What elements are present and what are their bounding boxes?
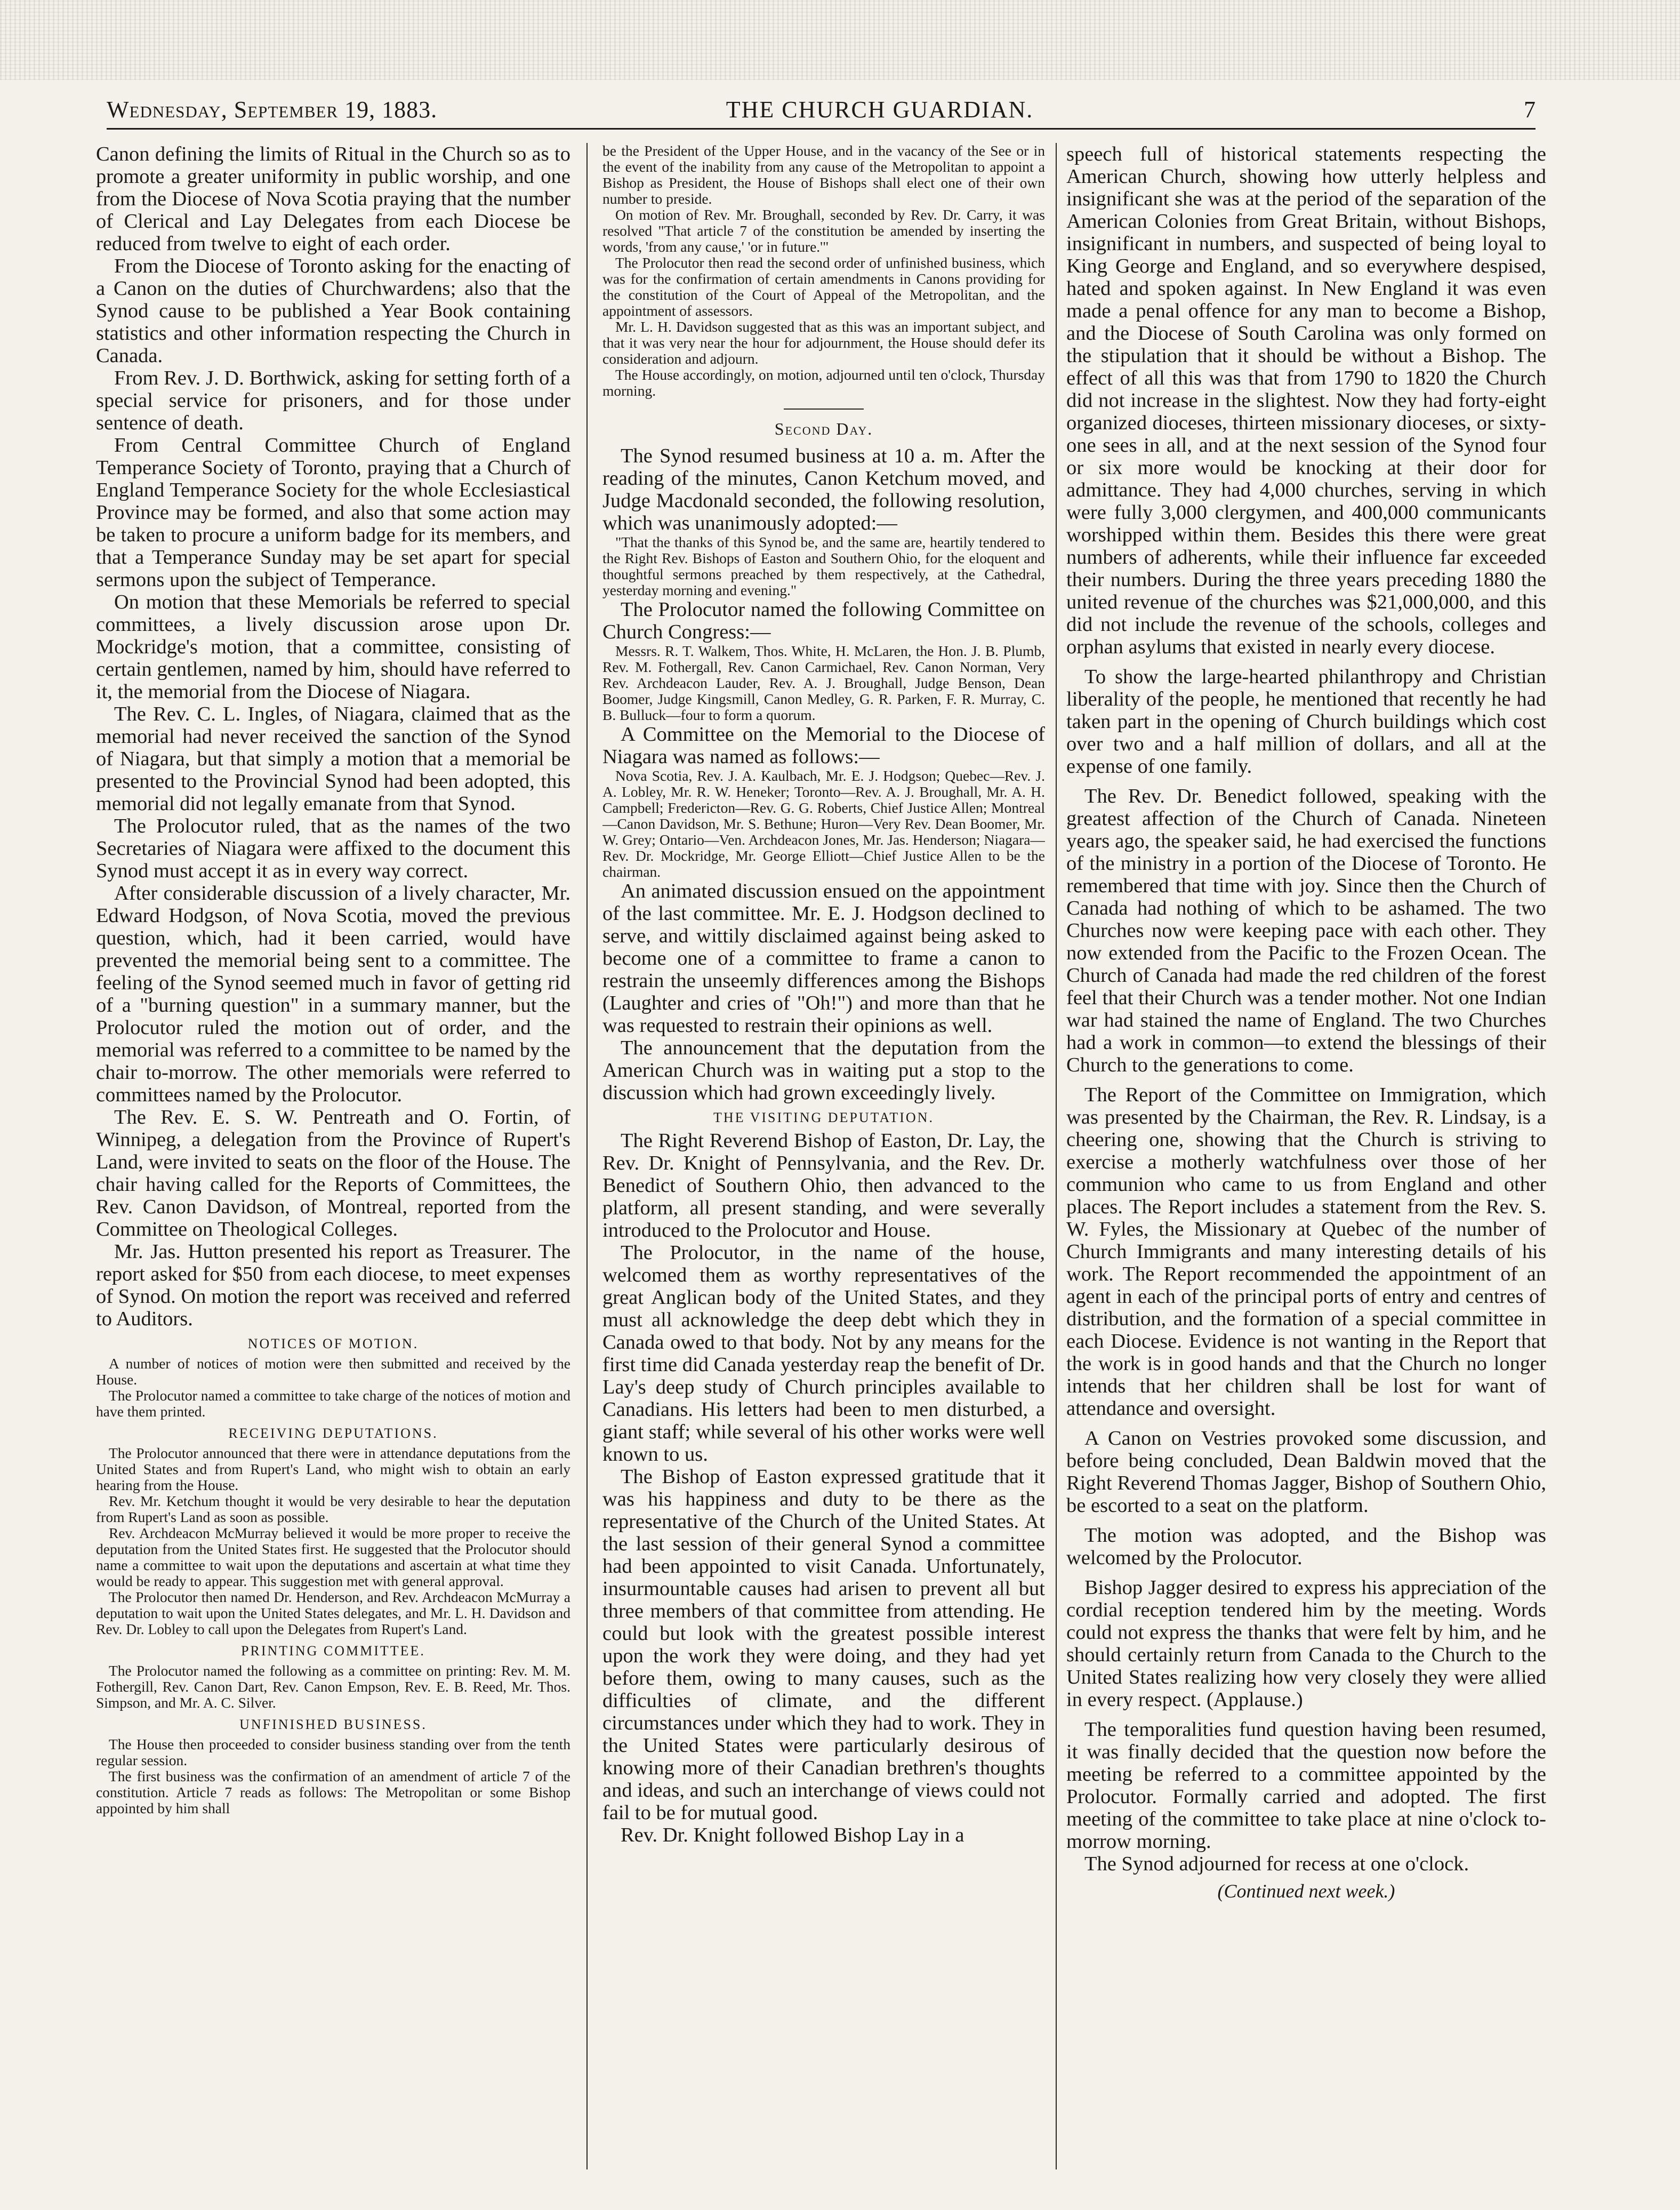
- paragraph: The Prolocutor ruled, that as the names of the two Secretaries of Niagara were affixed to the document this Synod must accept it as in every way correct.: [96, 815, 570, 882]
- issue-date: Wednesday, September 19, 1883.: [107, 97, 438, 123]
- paragraph: The Rev. Dr. Benedict followed, speaking with the greatest affection of the Church of Canada. Nineteen years ago, the speaker said, he had exercised the functions of the ministry in a portion of the Diocese of Toronto. He remembered that time with joy. Since then the Church of Canada had nothing of which to be ashamed. The two Churches now were keeping pace with each other. They now extended from the Pacific to the Frozen Ocean. The Church of Canada had made the red children of the forest feel that their Church was a tender mother. Not one Indian war had stained the name of England. The two Churches had a work in common—to extend the blessings of their Church to the generations to come.: [1066, 785, 1546, 1076]
- scan-noise-band: [0, 0, 1680, 80]
- paragraph: The Bishop of Easton expressed gratitude that it was his happiness and duty to be there as the representative of the Church of the United States. At the last session of their general Synod a committee had been appointed to visit Canada. Unfortunately, insurmountable causes had arisen to prevent all but three members of that committee from attending. He could but look with the greatest possible interest upon the work they were doing, and they had yet before them, owing to many causes, such as the difficulties of climate, and the different circumstances under which they had to work. They in the United States were particularly desirous of knowing more of their Canadian brethren's thoughts and ideas, and such an interchange of views could not fail to be for mutual good.: [602, 1466, 1045, 1824]
- paragraph: The motion was adopted, and the Bishop was welcomed by the Prolocutor.: [1066, 1524, 1546, 1569]
- minor-paragraph: Mr. L. H. Davidson suggested that as this was an important subject, and that it was very near the hour for adjournment, the House should defer its consideration and adjourn.: [602, 318, 1045, 367]
- page-header: [107, 94, 1536, 130]
- paragraph: The Synod adjourned for recess at one o'clock.: [1084, 1853, 1469, 1875]
- page-number: 7: [1524, 97, 1536, 123]
- minor-paragraph: The Prolocutor announced that there were in attendance deputations from the United States and from Rupert's Land, who might wish to obtain an early hearing from the House.: [96, 1445, 570, 1493]
- paragraph: The Synod resumed business at 10 a. m. After the reading of the minutes, Canon Ketchum moved, and Judge Macdonald seconded, the following resolution, which was unanimously adopted:—: [602, 445, 1045, 534]
- paragraph: Mr. Jas. Hutton presented his report as Treasurer. The report asked for $50 from each diocese, to meet expenses of Synod. On motion the report was received and referred to Auditors.: [96, 1240, 570, 1330]
- paragraph: speech full of historical statements respecting the American Church, showing how utterly helpless and insignificant she was at the period of the separation of the American Colonies from Great Britain, without Bishops, insignificant in numbers, and suspected of being loyal to King George and England, and so everywhere despised, hated and spoken against. In New England it was even made a penal offence for any man to become a Bishop, and the Diocese of South Carolina was only formed on the stipulation that it should be without a Bishop. The effect of all this was that from 1790 to 1820 the Church did not increase in the slightest. Now they had forty-eight organized dioceses, thirteen missionary dioceses, or sixty-one sees in all, and at the next session of the Synod four or six more would be knocking at their door for admittance. They had 4,000 churches, serving in which were fully 3,000 clergymen, and 400,000 communicants worshipped within them. Besides this there were great numbers of adherents, while their influence far exceeded their numbers. During the three years preceding 1880 the united revenue of the churches was $21,000,000, and this did not include the revenue of the schools, colleges and orphan asylums that existed in nearly every diocese.: [1066, 143, 1546, 658]
- section-heading: RECEIVING DEPUTATIONS.: [228, 1426, 438, 1441]
- newspaper-title: THE CHURCH GUARDIAN.: [726, 97, 1034, 123]
- paragraph: The Rev. E. S. W. Pentreath and O. Fortin, of Winnipeg, a delegation from the Province of Rupert's Land, were invited to seats on the floor of the House. The chair having called for the Reports of Committees, the Rev. Canon Davidson, of Montreal, reported from the Committee on Theological Colleges.: [96, 1106, 570, 1240]
- paragraph: Rev. Dr. Knight followed Bishop Lay in a: [621, 1824, 964, 1846]
- paragraph: The Rev. C. L. Ingles, of Niagara, claimed that as the memorial had never received the sanction of the Synod of Niagara, but that simply a motion that a memorial be presented to the Provincial Synod had been adopted, this memorial did not legally emanate from that Synod.: [96, 703, 570, 815]
- continued-notice: (Continued next week.): [1217, 1880, 1395, 1902]
- paragraph: After considerable discussion of a lively character, Mr. Edward Hodgson, of Nova Scotia, moved the previous question, which, had it been carried, would have prevented the memorial being sent to a committee. The feeling of the Synod seemed much in favor of getting rid of a "burning question" in a summary manner, but the Prolocutor ruled the motion out of order, and the memorial was referred to a committee to be named by the chair to-morrow. The other memorials were referred to committees named by the Prolocutor.: [96, 882, 570, 1106]
- section-divider: [784, 409, 864, 410]
- minor-paragraph: The first business was the confirmation of an amendment of article 7 of the constitution. Article 7 reads as follows: The Metropolitan or some Bishop appointed by him shall: [96, 1768, 570, 1816]
- minor-paragraph: On motion of Rev. Mr. Broughall, seconded by Rev. Dr. Carry, it was resolved "That article 7 of the constitution be amended by inserting the words, 'from any cause,' 'or in future.'": [602, 206, 1045, 255]
- column-2: [602, 143, 1045, 2169]
- paragraph: An animated discussion ensued on the appointment of the last committee. Mr. E. J. Hodgson declined to serve, and wittily disclaimed against being asked to become one of a committee to frame a canon to restrain the unseemly differences among the Bishops (Laughter and cries of "Oh!") and more than that he was requested to restrain their opinions as well.: [602, 880, 1045, 1037]
- committee-list: Nova Scotia, Rev. J. A. Kaulbach, Mr. E. J. Hodgson; Quebec—Rev. J. A. Lobley, Mr. R. W. Heneker; Toronto—Rev. A. J. Broughall, Mr. A. H. Campbell; Fredericton—Rev. G. G. Roberts, Chief Justice Allen; Montreal—Canon Davidson, Mr. S. Bethune; Huron—Very Rev. Dean Boomer, Mr. W. Grey; Ontario—Ven. Archdeacon Jones, Mr. Jas. Henderson; Niagara—Rev. Dr. Mockridge, Mr. George Elliott—Chief Justice Allen to be the chairman.: [602, 767, 1045, 880]
- quoted-resolution: "That the thanks of this Synod be, and the same are, heartily tendered to the Right Rev. Bishops of Easton and Southern Ohio, for the eloquent and thoughtful sermons preached by them respectively, at the Cathedral, yesterday morning and evening.": [602, 534, 1045, 598]
- paragraph: A Canon on Vestries provoked some discussion, and before being concluded, Dean Baldwin moved that the Right Reverend Thomas Jagger, Bishop of Southern Ohio, be escorted to a seat on the platform.: [1066, 1427, 1546, 1517]
- paragraph: Bishop Jagger desired to express his appreciation of the cordial reception tendered him by the meeting. Words could not express the thanks that were felt by him, and he should certainly return from Canada to the Church to the United States realizing how very closely they were allied in every respect. (Applause.): [1066, 1576, 1546, 1711]
- minor-paragraph: Rev. Mr. Ketchum thought it would be very desirable to hear the deputation from Rupert's Land as soon as possible.: [96, 1493, 570, 1525]
- paragraph: Canon defining the limits of Ritual in the Church so as to promote a greater uniformity in public worship, and one from the Diocese of Nova Scotia praying that the number of Clerical and Lay Delegates from each Diocese be reduced from twelve to eight of each order.: [96, 143, 570, 255]
- paragraph: The Prolocutor, in the name of the house, welcomed them as worthy representatives of the great Anglican body of the United States, and they must all acknowledge the deep debt which they in Canada owed to that body. Not by any means for the first time did Canada yesterday reap the benefit of Dr. Lay's deep study of Church principles available to Canadians. His letters had been to men disturbed, a giant staff; while several of his other works were well known to us.: [602, 1242, 1045, 1466]
- paragraph: To show the large-hearted philanthropy and Christian liberality of the people, he mentioned that recently he had taken part in the opening of Church buildings which cost over two and a half million of dollars, and all at the expense of one family.: [1066, 666, 1546, 778]
- section-heading: Second Day.: [774, 419, 873, 438]
- paragraph: The Report of the Committee on Immigration, which was presented by the Chairman, the Rev. R. Lindsay, is a cheering one, showing that the Church is striving to exercise a motherly watchfulness over those of her communion who came to us from England and other places. The Report includes a statement from the Rev. S. W. Fyles, the Missionary at Quebec of the number of Church Immigrants and many interesting details of his work. The Report recommended the appointment of an agent in each of the principal ports of entry and centres of distribution, and the formation of a special committee in each Diocese. Evidence is not wanting in the Report that the work is in good hands and that the Church no longer intends that her children shall be lost for want of attendance and oversight.: [1066, 1084, 1546, 1420]
- paragraph: A Committee on the Memorial to the Diocese of Niagara was named as follows:—: [602, 723, 1045, 768]
- minor-paragraph: The House then proceeded to consider business standing over from the tenth regular session.: [96, 1736, 570, 1768]
- section-heading: UNFINISHED BUSINESS.: [239, 1717, 427, 1732]
- section-heading: THE VISITING DEPUTATION.: [713, 1110, 934, 1125]
- paragraph: The temporalities fund question having been resumed, it was finally decided that the question now before the meeting be referred to a committee appointed by the Prolocutor. Formally carried and adopted. The first meeting of the committee to take place at nine o'clock to-morrow morning.: [1066, 1718, 1546, 1853]
- paragraph: From Central Committee Church of England Temperance Society of Toronto, praying that a Church of England Temperance Society for the whole Ecclesiastical Province may be formed, and also that some action may be taken to procure a uniform badge for its members, and that a Temperance Sunday may be set apart for special sermons upon the subject of Temperance.: [96, 434, 570, 591]
- minor-paragraph: Rev. Archdeacon McMurray believed it would be more proper to receive the deputation from the United States first. He suggested that the Prolocutor should name a committee to wait upon the deputations and ascertain at what time they would be ready to appear. This suggestion met with general approval.: [96, 1525, 570, 1589]
- minor-paragraph: The Prolocutor named the following as a committee on printing: Rev. M. M. Fothergill, Rev. Canon Dart, Rev. Canon Empson, Rev. E. B. Reed, Mr. Thos. Simpson, and Mr. A. C. Silver.: [96, 1662, 570, 1711]
- minor-paragraph: The Prolocutor then named Dr. Henderson, and Rev. Archdeacon McMurray a deputation to wait upon the United States delegates, and Mr. L. H. Davidson and Rev. Dr. Lobley to call upon the Delegates from Rupert's Land.: [96, 1589, 570, 1637]
- paragraph: The Prolocutor named the following Committee on Church Congress:—: [602, 598, 1045, 643]
- paragraph: The announcement that the deputation from the American Church was in waiting put a stop to the discussion which had grown exceedingly lively.: [602, 1037, 1045, 1104]
- section-heading: PRINTING COMMITTEE.: [241, 1643, 425, 1659]
- minor-paragraph: A number of notices of motion were then submitted and received by the House.: [96, 1355, 570, 1388]
- minor-paragraph: The Prolocutor then read the second order of unfinished business, which was for the confirmation of certain amendments in Canons providing for the constitution of the Court of Appeal of the Metropolitan, and the appointment of assessors.: [602, 254, 1045, 319]
- committee-list: Messrs. R. T. Walkem, Thos. White, H. McLaren, the Hon. J. B. Plumb, Rev. M. Fothergall, Rev. Canon Carmichael, Rev. Canon Norman, Very Rev. Archdeacon Lauder, Rev. A. J. Broughall, Judge Benson, Dean Boomer, Judge Kingsmill, Canon Medley, G. R. Parken, F. R. Murray, C. B. Bulluck—four to form a quorum.: [602, 643, 1045, 723]
- column-1: [96, 143, 570, 2169]
- column-rule: [586, 143, 588, 2169]
- minor-paragraph: The Prolocutor named a committee to take charge of the notices of motion and have them printed.: [96, 1387, 570, 1420]
- minor-paragraph: The House accordingly, on motion, adjourned until ten o'clock, Thursday morning.: [602, 366, 1045, 399]
- minor-paragraph: be the President of the Upper House, and in the vacancy of the See or in the event of the inability from any cause of the Metropolitan to appoint a Bishop as President, the House of Bishops shall elect one of their own number to preside.: [602, 143, 1045, 207]
- section-heading: NOTICES OF MOTION.: [247, 1336, 419, 1351]
- paragraph: On motion that these Memorials be referred to special committees, a lively discussion arose upon Dr. Mockridge's motion, that a committee, consisting of certain gentlemen, named by him, should have referred to it, the memorial from the Diocese of Niagara.: [96, 591, 570, 703]
- column-3: [1066, 143, 1546, 2169]
- paragraph: From Rev. J. D. Borthwick, asking for setting forth of a special service for prisoners, and for those under sentence of death.: [96, 367, 570, 434]
- column-rule: [1056, 143, 1057, 2169]
- paragraph: The Right Reverend Bishop of Easton, Dr. Lay, the Rev. Dr. Knight of Pennsylvania, and the Rev. Dr. Benedict of Southern Ohio, then advanced to the platform, all present standing, and were severally introduced to the Prolocutor and House.: [602, 1130, 1045, 1242]
- paragraph: From the Diocese of Toronto asking for the enacting of a Canon on the duties of Churchwardens; also that the Synod cause to be published a Year Book containing statistics and other information respecting the Church in Canada.: [96, 255, 570, 367]
